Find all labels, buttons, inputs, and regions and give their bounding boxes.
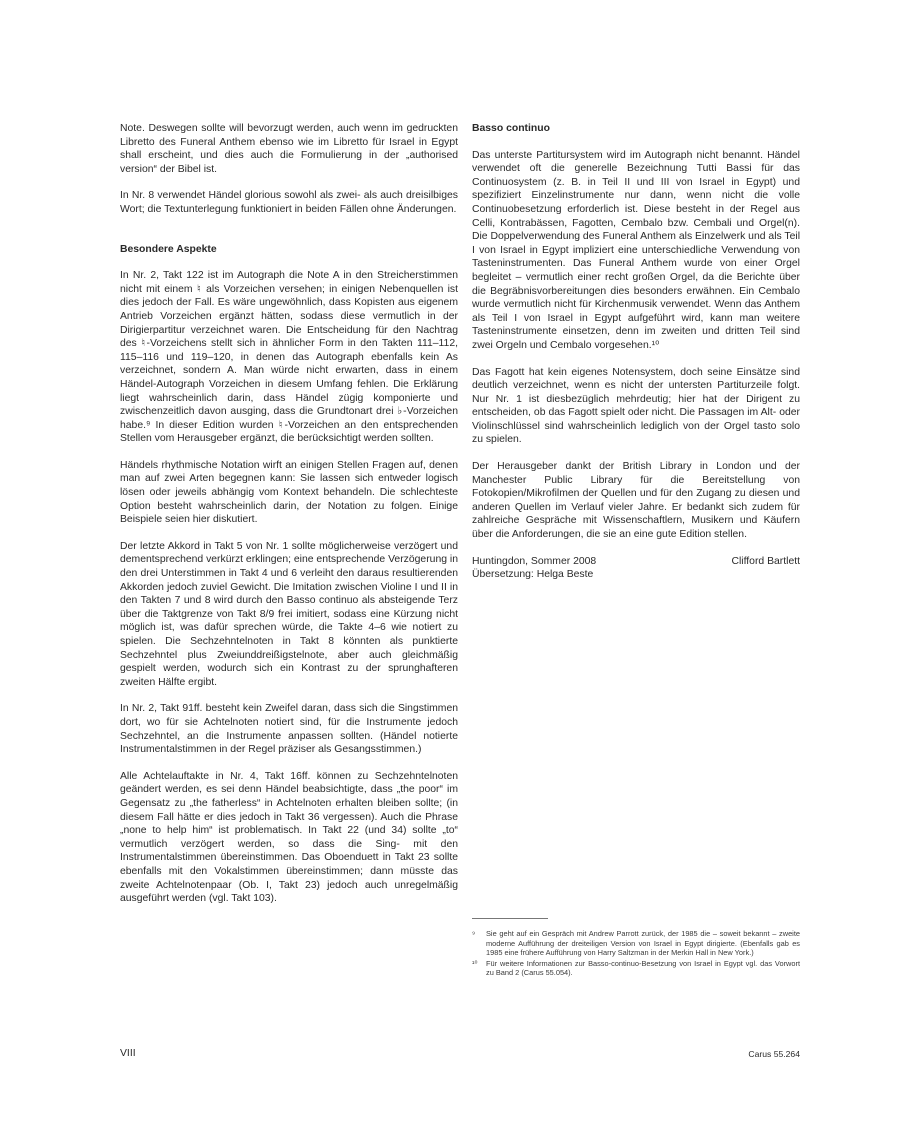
paragraph: Note. Deswegen sollte will bevorzugt werden, auch wenn im gedruckten Libretto des Funeral Anthem ebenso wie im Libretto für Israel in Egypt shall erscheint, und dies auch die Formulierung in der „authorised version“ der Bibel ist. <box>120 123 458 175</box>
section-heading-besondere-aspekte: Besondere Aspekte <box>120 243 217 255</box>
right-column <box>472 122 800 582</box>
section-heading-basso-continuo: Basso continuo <box>472 123 550 134</box>
footnote-text: Sie geht auf ein Gespräch mit Andrew Parrott zurück, der 1985 die – soweit bekannt – zweite moderne Aufführung der dreiteiligen Version von Israel in Egypt dirigierte. (Ebenfalls gab es 1985 eine frühere Aufführung von Harry Saltzman in der Merkin Hall in New York.) <box>486 929 800 958</box>
paragraph: Alle Achtelauftakte in Nr. 4, Takt 16ff. können zu Sechzehntelnoten geändert werden, es sei denn Händel beabsichtigte, dass „the poor“ im Gegensatz zu „the fatherless“ in Achtelnoten erhalten bleiben sollte; (in diesem Fall hätte er dies jedoch in Takt 36 vergessen). Auch die Phrase „none to help him“ ist problematisch. In Takt 22 (und 34) sollte „to“ vermutlich verzögert werden, so dass die Sing- mit den Instrumentalstimmen übereinstimmen. Das Oboenduett in Takt 23 sollte ebenfalls mit den Vokalstimmen übereinstimmen; dann müsste das zweite Achtelnotenpaar (Ob. I, Takt 23) jedoch auch unregelmäßig ausgeführt werden (vgl. Takt 103). <box>120 770 458 905</box>
paragraph: Das unterste Partitursystem wird im Autograph nicht benannt. Händel verwendet oft die generelle Bezeichnung Tutti Bassi für das Continuosystem (z. B. in Teil II und III von Israel in Egypt) und spezifiziert Einzelinstrumente nur dann, wenn nicht die volle Continuobesetzung erforderlich ist. Diese besteht in der Regel aus Celli, Kontrabässen, Fagotten, Cembalo bzw. Cembali und Orgel(n). Die Doppelverwendung des Funeral Anthem als Einzelwerk und als Teil I von Israel in Egypt impliziert eine unterschiedliche Verwendung von Tasteninstrumenten. Das Funeral Anthem wurde von einer Orgel begleitet – vermutlich einer recht großen Orgel, da die Berichte über die Begräbnisvorbereitungen dies besonders erwähnen. Ein Cembalo wurde vermutlich nicht für Kirchenmusik verwendet. Wenn das Anthem als Teil I von Israel in Egypt aufgeführt wird, kann man weitere Tasteninstrumente einsetzen, denn im zweiten und dritten Teil sind zwei Orgeln und Cembalo vorgesehen.¹⁰ <box>472 149 800 351</box>
paragraph: Das Fagott hat kein eigenes Notensystem, doch seine Einsätze sind deutlich verzeichnet, wenn es nicht der untersten Partiturzeile folgt. Nur Nr. 1 ist diesbezüglich mehrdeutig; hier hat der Dirigent zu entscheiden, ob das Fagott spielt oder nicht. Die Passagen im Alt- oder Violinschlüssel sind wahrscheinlich lediglich von der Orgel tasto solo zu spielen. <box>472 366 800 446</box>
left-column <box>120 122 458 919</box>
place-date: Huntingdon, Sommer 2008 <box>472 555 597 567</box>
footnote-number: ¹⁰ <box>472 958 478 968</box>
catalog-number: Carus 55.264 <box>748 1049 800 1059</box>
paragraph: Der letzte Akkord in Takt 5 von Nr. 1 sollte möglicherweise verzögert und dementsprechend verkürzt erklingen; eine entsprechende Verzögerung in den drei Unterstimmen in Takt 4 und 6 verleiht den daraus resultierenden Akkorden jedoch zuviel Gewicht. Die Imitation zwischen Violine I und II in den Takten 7 und 8 wird durch den Basso continuo als absteigende Terz über die Taktgrenze von Takt 8/9 frei imitiert, sodass eine Kürzung nicht möglich ist, was dafür sprechen würde, die Takte 4–6 wie notiert zu spielen. Die Sechzehntelnoten in Takt 8 könnten als punktierte Sechzehntel plus Zweiunddreißigstelnote, aber auch gleichmäßig gespielt werden, wodurch sich ein Kontrast zu der sprunghafteren zweiten Hälfte ergibt. <box>120 540 458 688</box>
author-name: Clifford Bartlett <box>731 555 800 567</box>
footnote-divider <box>472 918 548 919</box>
paragraph: In Nr. 2, Takt 91ff. besteht kein Zweifel daran, dass sich die Singstimmen dort, wo für sie Achtelnoten notiert sind, für die Instrumente jedoch Sechzehntel, an die Instrumente anpassen sollten. (Händel notierte Instrumentalstimmen in der Regel präziser als Gesangsstimmen.) <box>120 703 458 756</box>
signature-line <box>472 555 800 569</box>
footnote-10 <box>472 959 800 978</box>
page-number: VIII <box>120 1048 136 1059</box>
translation-credit: Übersetzung: Helga Beste <box>472 569 594 581</box>
paragraph: In Nr. 8 verwendet Händel glorious sowohl als zwei- als auch dreisilbiges Wort; die Textunterlegung funktioniert in beiden Fällen ohne Änderungen. <box>120 190 458 215</box>
paragraph: In Nr. 2, Takt 122 ist im Autograph die Note A in den Streicherstimmen nicht mit einem ♮ als Vorzeichen versehen; in einigen Nebenquellen ist dies jedoch der Fall. Es wäre ungewöhnlich, dass Kopisten aus eigenem Antrieb Vorzeichen ergänzt hätten, sodass diese vermutlich in der Dirigierpartitur verzeichnet waren. Die Entscheidung für den Nachtrag des ♮-Vorzeichens stellt sich in ähnlicher Form in den Takten 111–112, 115–116 und 119–120, in denen das Autograph ebenfalls kein As verzeichnet, sondern A. Man würde nicht erwarten, dass in einem Händel-Autograph Vorzeichen in diesem Umfang fehlen. Die Erklärung liegt wahrscheinlich darin, dass Händel zügig komponierte und zwischenzeitlich davon ausging, dass die Grundtonart drei ♭-Vorzeichen habe.⁹ In dieser Edition wurden ♮-Vorzeichen an den entsprechenden Stellen vom Herausgeber ergänzt, die berücksichtigt werden sollten. <box>120 270 458 445</box>
paragraph: Händels rhythmische Notation wirft an einigen Stellen Fragen auf, denen man auf zwei Arten begegnen kann: Sie lassen sich entweder logisch lösen oder jeweils abhängig vom Kontext behandeln. Die schlechteste Option besteht wahrscheinlich darin, der Notation zu folgen. Einige Beispiele seien hier diskutiert. <box>120 459 458 526</box>
paragraph: Der Herausgeber dankt der British Library in London und der Manchester Public Library für die Bereitstellung von Fotokopien/Mikrofilmen der Quellen und für den Zugang zu diesen und anderen Quellen im Verlauf vieler Jahre. Er bedankt sich zudem für zahlreiche Gespräche mit Wissenschaftlern, Musikern und Käufern über die Anforderungen, die sie an eine gute Edition stellen. <box>472 461 800 541</box>
footnotes <box>472 918 800 979</box>
footnote-number: ⁹ <box>472 929 476 938</box>
footnote-text: Für weitere Informationen zur Basso-continuo-Besetzung von Israel in Egypt vgl. das Vorwort zu Band 2 (Carus 55.054). <box>486 958 800 978</box>
footnote-9 <box>472 929 800 958</box>
